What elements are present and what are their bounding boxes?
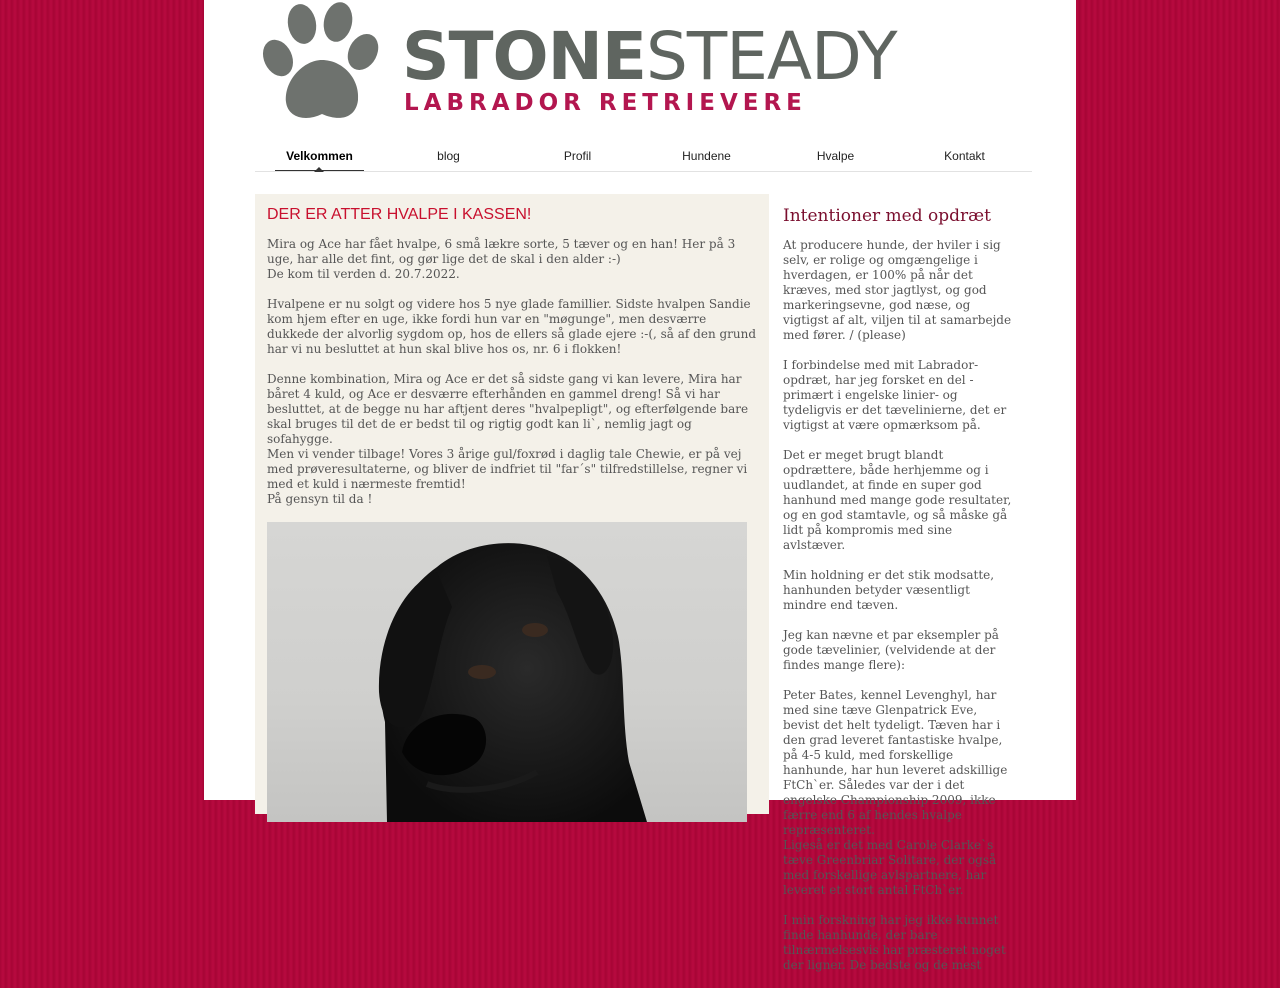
nav-item-label: Hvalpe — [816, 149, 855, 163]
black-labrador-photo[interactable] — [267, 522, 747, 822]
sidebar-paragraph: Jeg kan nævne et par eksempler på gode tævelinier, (velvidende at der findes mange flere): — [783, 628, 999, 672]
article-paragraph: Mira og Ace har fået hvalpe, 6 små lækre sorte, 5 tæver og en han! Her på 3 uge, har alle det fint, og gør lige det de skal i den alder :-) De kom til verden d. 20.7.2022. — [267, 237, 736, 281]
brand-name-light: STEADY — [645, 18, 897, 95]
nav-item-velkommen[interactable] — [255, 140, 384, 171]
sidebar-paragraph: I min forskning har jeg ikke kunnet finde hanhunde, der bare tilnærmelsesvis har præsteret noget der ligner. De bedste og de mest — [783, 913, 1006, 972]
sidebar-paragraph: Det er meget brugt blandt opdrættere, både herhjemme og i uudlandet, at finde en super god hanhund med mange gode resultater, og en god stamtavle, og så måske gå lidt på kompromis med sine avlstæver. — [783, 448, 1012, 552]
brand-subtitle: LABRADOR RETRIEVERE — [404, 90, 807, 116]
nav-item-label: Hundene — [682, 149, 731, 163]
sidebar-paragraph: At producere hunde, der hviler i sig selv, er rolige og omgængelige i hverdagen, er 100% på når det kræves, med stor jagtlyst, og god markeringsevne, god næse, og vigtigst af alt, viljen til at samarbejde med fører. / (please) — [783, 238, 1012, 342]
article-paragraph: Hvalpene er nu solgt og videre hos 5 nye glade famillier. Sidste hvalpen Sandie kom hjem efter en uge, ikke fordi hun var en "møgunge", men desværre dukkede der alvorlig sygdom op, hos de ellers så glade ejere :-(, så af den grund har vi nu besluttet at hun skal blive hos os, nr. 6 i flokken! — [267, 297, 757, 356]
sidebar-paragraph: Min holdning er det stik modsatte, hanhunden betyder væsentligt mindre end tæven. — [783, 568, 995, 612]
dog-illustration — [267, 522, 747, 822]
page — [204, 0, 1076, 972]
nav-item-hvalpe[interactable] — [771, 140, 900, 171]
nav-item-label: Kontakt — [944, 149, 985, 163]
paw-print-icon — [256, 2, 381, 124]
sidebar — [783, 194, 1017, 972]
nav-item-label: blog — [437, 149, 460, 163]
article-title: DER ER ATTER HVALPE I KASSEN! — [267, 206, 532, 223]
nav-item-kontakt[interactable] — [900, 140, 1029, 171]
brand-name-bold: STONE — [402, 18, 646, 95]
caret-up-icon — [314, 167, 324, 172]
site-logo[interactable] — [256, 2, 946, 124]
article-body — [267, 237, 757, 522]
article-paragraph: Denne kombination, Mira og Ace er det så sidste gang vi kan levere, Mira har båret 4 kuld, og Ace er desværre efterhånden en gammel dreng! Så vi har besluttet, at de begge nu har aftjent deres "hvalpepligt", og efterfølgende bare skal bruges til det de er bedst til og rigtig godt kan li`, nemlig jagt og sofahygge. Men vi vender tilbage! Vores 3 årige gul/foxrød i daglig tale Chewie, er på vej med prøveresultaterne, og bliver de indfriet til "far´s" tilfredstillelse, regner vi med et kuld i nærmeste fremtid! På gensyn til da ! — [267, 372, 749, 506]
nav-item-label: Velkommen — [286, 149, 353, 163]
main-content — [255, 194, 769, 814]
sidebar-title: Intentioner med opdræt — [783, 206, 991, 226]
nav-item-hundene[interactable] — [642, 140, 771, 171]
sidebar-paragraph: I forbindelse med mit Labrador-opdræt, har jeg forsket en del - primært i engelske linier- og tydeligvis er det tævelinierne, det er vigtigst at være opmærksom på. — [783, 358, 1007, 432]
nav-item-profil[interactable] — [513, 140, 642, 171]
nav-item-blog[interactable] — [384, 140, 513, 171]
nav-item-label: Profil — [563, 149, 592, 163]
main-nav — [255, 140, 1032, 172]
brand-name — [402, 18, 897, 95]
sidebar-body — [783, 238, 1017, 988]
sidebar-paragraph: Peter Bates, kennel Levenghyl, har med sine tæve Glenpatrick Eve, bevist det helt tydeligt. Tæven har i den grad leveret fantastiske hvalpe, på 4-5 kuld, med forskellige hanhunde, har hun leveret adskillige FtCh`er. Således var der i det engelske Championship 2009, ikke færre end 6 af hendes hvalpe repræsenteret. Ligeså er det med Carole Clarke`s tæve Greenbriar Solitare, der også med forskellige avlspartnere, har leveret et stort antal FtCh`er. — [783, 688, 1008, 897]
